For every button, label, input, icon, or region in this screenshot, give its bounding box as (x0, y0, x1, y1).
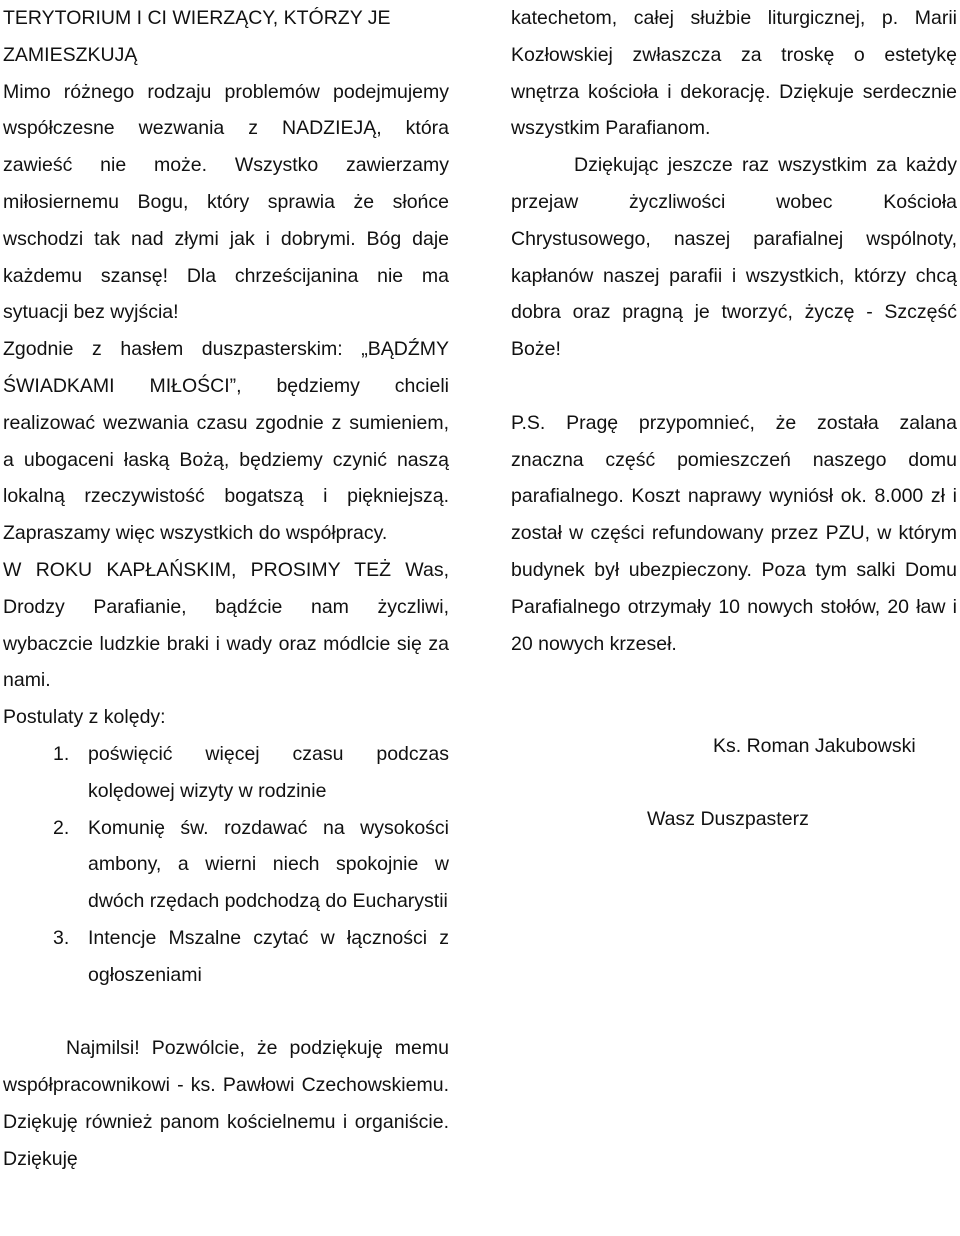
postulate-item (3, 920, 449, 994)
section-heading: TERYTORIUM I CI WIERZĄCY, KTÓRZY JE ZAMIESZKUJĄ (3, 7, 391, 66)
postulate-item (3, 810, 449, 920)
postscript-paragraph: P.S. Pragę przypomnieć, że została zalana znaczna część pomieszczeń naszego domu parafialnego. Koszt naprawy wyniósł ok. 8.000 zł i został w części refundowany przez PZU, w którym budynek był ubezpieczony. Poza tym salki Domu Parafialnego otrzymały 10 nowych stołów, 20 ław i 20 nowych krzeseł. (511, 411, 957, 655)
postulate-number: 1. (53, 742, 70, 765)
postulates-title: Postulaty z kolędy: (3, 706, 166, 729)
postulate-number: 2. (53, 816, 70, 839)
signature-name: Ks. Roman Jakubowski (713, 735, 916, 757)
postulate-number: 3. (53, 926, 70, 949)
right-column (511, 0, 957, 662)
postulate-text: poświęcić więcej czasu podczas kolędowej wizyty w rodzinie (88, 742, 449, 802)
postulate-item (3, 736, 449, 810)
priestly-year-paragraph: W ROKU KAPŁAŃSKIM, PROSIMY TEŻ Was, Drodzy Parafianie, bądźcie nam życzliwi, wybaczcie ludzkie braki i wady oraz módlcie się za nami. (3, 558, 449, 692)
left-column (3, 0, 449, 1178)
motto-paragraph: Zgodnie z hasłem duszpasterskim: „BĄDŹMY ŚWIADKAMI MIŁOŚCI”, będziemy chcieli realizować wezwania czasu zgodnie z sumieniem, a ubogaceni łaską Bożą, będziemy czynić naszą lokalną rzeczywistość bogatszą i piękniejszą. Zapraszamy więc wszystkich do współpracy. (3, 338, 449, 545)
thanks-continuation: katechetom, całej służbie liturgicznej, p. Marii Kozłowskiej zwłaszcza za troskę o estetykę wnętrza kościoła i dekorację. Dziękuje serdecznie wszystkim Parafianom. (511, 7, 957, 140)
signature-role: Wasz Duszpasterz (647, 808, 809, 830)
postulate-text: Komunię św. rozdawać na wysokości ambony, a wierni niech spokojnie w dwóch rzędach podchodzą do Eucharystii (88, 816, 449, 913)
thanks-paragraph: Najmilsi! Pozwólcie, że podziękuję memu współpracownikowi - ks. Pawłowi Czechowskiemu. Dziękuję również panom kościelnemu i organiście. Dziękuję (3, 1037, 449, 1170)
wishes-paragraph: Dziękując jeszcze raz wszystkim za każdy przejaw życzliwości wobec Kościoła Chrystusowego, naszej parafialnej wspólnoty, kapłanów naszej parafii i wszystkich, którzy chcą dobra oraz pragną je tworzyć, życzę - Szczęść Boże! (511, 154, 957, 361)
postulate-text: Intencje Mszalne czytać w łączności z ogłoszeniami (88, 926, 449, 986)
intro-paragraph: Mimo różnego rodzaju problemów podejmujemy współczesne wezwania z NADZIEJĄ, która zawieść nie może. Wszystko zawierzamy miłosiernemu Bogu, który sprawia że słońce wschodzi tak nad złymi jak i dobrymi. Bóg daje każdemu szansę! Dla chrześcijanina nie ma sytuacji bez wyjścia! (3, 80, 449, 324)
